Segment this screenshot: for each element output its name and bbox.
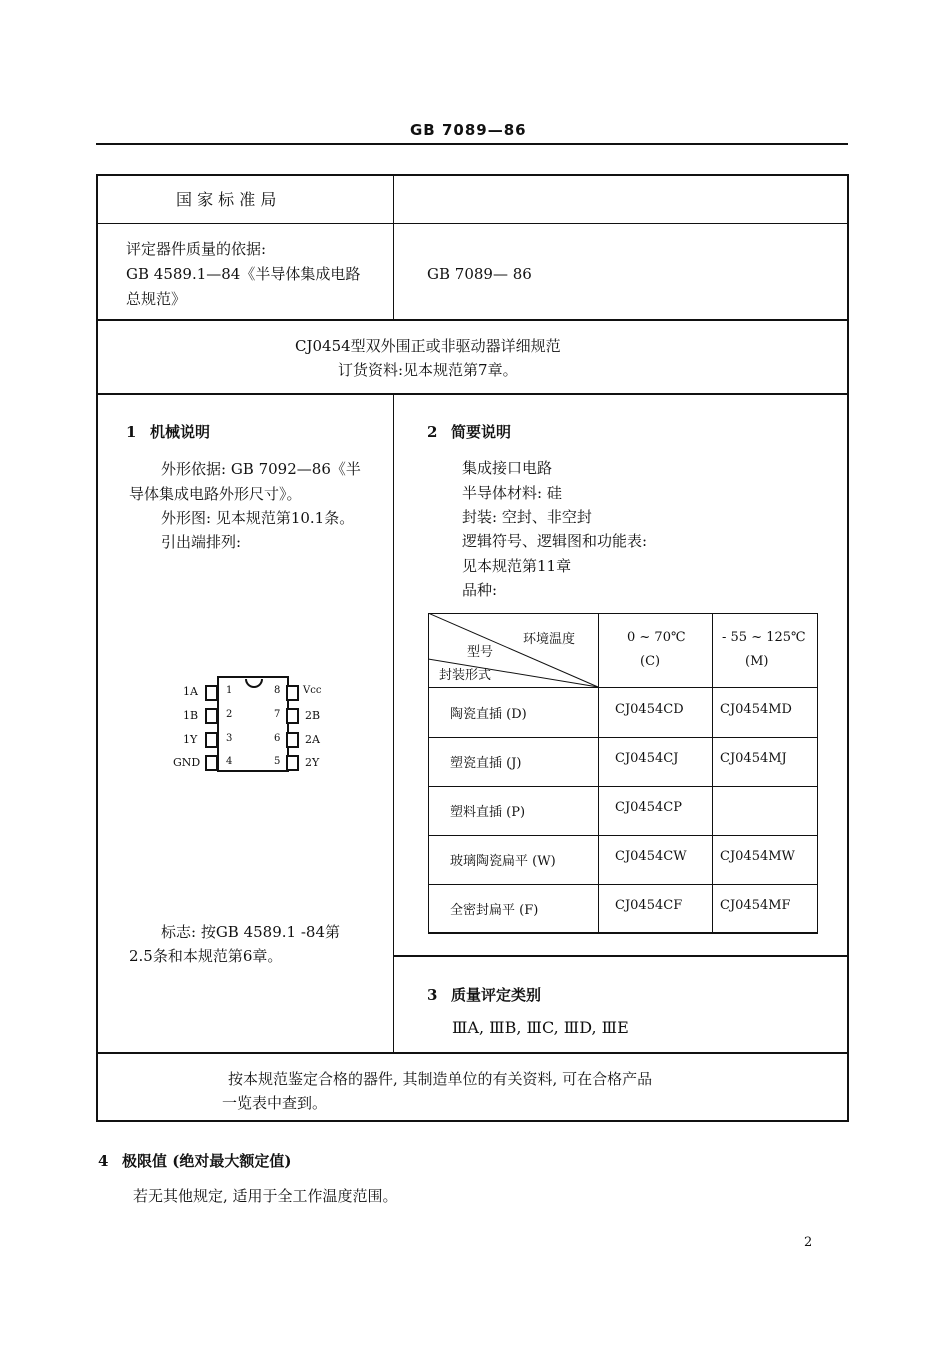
sec1-number: 1 bbox=[126, 423, 137, 441]
variant-package: 陶瓷直插 (D) bbox=[450, 707, 527, 722]
pin-label-1A: 1A bbox=[183, 685, 198, 698]
marking-line: 2.5条和本规范第6章。 bbox=[129, 947, 283, 965]
sec4-heading: 极限值 (绝对最大额定值) bbox=[122, 1152, 292, 1170]
variant-c-model: CJ0454CP bbox=[615, 800, 682, 815]
sec2-line: 封装: 空封、非空封 bbox=[462, 508, 592, 526]
variant-package: 塑瓷直插 (J) bbox=[450, 756, 522, 771]
pin-pad-7 bbox=[286, 708, 299, 724]
pin-label-2B: 2B bbox=[305, 709, 321, 722]
pin-label-Vcc: Vcc bbox=[303, 685, 322, 696]
pin-number-8: 8 bbox=[274, 685, 281, 696]
rule-sec3 bbox=[394, 955, 849, 957]
variant-m-model: CJ0454MJ bbox=[720, 751, 787, 766]
pin-pad-1 bbox=[205, 685, 218, 701]
quality-basis-standard: GB 4589.1—84《半导体集成电路 bbox=[126, 265, 361, 283]
variants-col-divider bbox=[712, 613, 713, 933]
rule-note bbox=[96, 1052, 849, 1054]
pin-pad-8 bbox=[286, 685, 299, 701]
variant-m-model: CJ0454MW bbox=[720, 849, 795, 864]
standard-number: GB 7089— 86 bbox=[427, 265, 532, 283]
pin-number-2: 2 bbox=[226, 709, 233, 720]
variants-row-rule bbox=[428, 835, 818, 836]
ordering-info: 订货资料:见本规范第7章。 bbox=[338, 361, 518, 379]
variant-package: 全密封扁平 (F) bbox=[450, 903, 539, 918]
quality-basis-title: 总规范》 bbox=[126, 290, 187, 308]
variants-table-bottom bbox=[428, 932, 818, 934]
sec3-heading: 质量评定类别 bbox=[451, 986, 542, 1004]
pin-pad-3 bbox=[205, 732, 218, 748]
pin-label-GND: GND bbox=[173, 756, 201, 769]
note-line: 按本规范鉴定合格的器件, 其制造单位的有关资料, 可在合格产品 bbox=[228, 1070, 653, 1088]
variant-package: 玻璃陶瓷扁平 (W) bbox=[450, 854, 556, 869]
quality-categories: ⅢA, ⅢB, ⅢC, ⅢD, ⅢE bbox=[452, 1018, 629, 1037]
pin-label-2Y: 2Y bbox=[305, 756, 320, 769]
variant-c-model: CJ0454CJ bbox=[615, 751, 679, 766]
rule-authority bbox=[96, 223, 849, 224]
sec1-line: 外形依据: GB 7092—86《半 bbox=[161, 460, 361, 478]
sec1-line: 外形图: 见本规范第10.1条。 bbox=[161, 509, 355, 527]
pin-pad-6 bbox=[286, 732, 299, 748]
divider-main bbox=[393, 394, 394, 1053]
sec4-text: 若无其他规定, 适用于全工作温度范围。 bbox=[133, 1187, 398, 1205]
header-model: 型号 bbox=[467, 645, 494, 660]
spec-title: CJ0454型双外围正或非驱动器详细规范 bbox=[295, 337, 561, 355]
sec2-heading: 简要说明 bbox=[451, 423, 512, 441]
pin-number-4: 4 bbox=[226, 756, 233, 767]
variant-c-model: CJ0454CF bbox=[615, 898, 683, 913]
col-commercial-range: 0 ~ 70℃ bbox=[627, 630, 686, 645]
page-number: 2 bbox=[804, 1235, 813, 1250]
pin-number-3: 3 bbox=[226, 733, 233, 744]
variant-c-model: CJ0454CW bbox=[615, 849, 687, 864]
rule-basis bbox=[96, 319, 849, 321]
header-rule bbox=[96, 143, 848, 145]
issuing-authority: 国 家 标 准 局 bbox=[176, 190, 277, 209]
sec1-heading: 机械说明 bbox=[150, 423, 211, 441]
divider-top bbox=[393, 174, 394, 320]
marking-line: 标志: 按GB 4589.1 -84第 bbox=[161, 923, 341, 941]
variants-row-rule bbox=[428, 737, 818, 738]
sec2-number: 2 bbox=[427, 423, 438, 441]
variant-m-model: CJ0454MF bbox=[720, 898, 791, 913]
col-military-range: - 55 ~ 125℃ bbox=[722, 630, 806, 645]
sec2-line: 见本规范第11章 bbox=[462, 557, 572, 575]
sec3-number: 3 bbox=[427, 986, 438, 1004]
pin-label-1B: 1B bbox=[183, 709, 199, 722]
pin-number-6: 6 bbox=[274, 733, 281, 744]
pin-number-5: 5 bbox=[274, 756, 281, 767]
pin-pad-2 bbox=[205, 708, 218, 724]
pin-number-7: 7 bbox=[274, 709, 281, 720]
variants-row-rule bbox=[428, 884, 818, 885]
document-code: GB 7089—86 bbox=[410, 121, 527, 139]
variant-package: 塑料直插 (P) bbox=[450, 805, 526, 820]
sec2-line: 集成接口电路 bbox=[462, 459, 553, 477]
pin-label-1Y: 1Y bbox=[183, 733, 198, 746]
pin-label-2A: 2A bbox=[305, 733, 320, 746]
col-commercial-code: (C) bbox=[640, 654, 661, 669]
sec2-line: 半导体材料: 硅 bbox=[462, 484, 562, 502]
quality-basis-label: 评定器件质量的依据: bbox=[126, 240, 267, 258]
sec1-line: 导体集成电路外形尺寸》。 bbox=[129, 485, 302, 503]
variant-m-model: CJ0454MD bbox=[720, 702, 792, 717]
sec1-line: 引出端排列: bbox=[161, 533, 242, 551]
pin-pad-5 bbox=[286, 755, 299, 771]
sec2-line: 品种: bbox=[462, 581, 498, 599]
col-military-code: (M) bbox=[745, 654, 769, 669]
rule-title bbox=[96, 393, 849, 395]
variant-c-model: CJ0454CD bbox=[615, 702, 684, 717]
sec4-number: 4 bbox=[98, 1152, 109, 1170]
header-package: 封装形式 bbox=[439, 668, 492, 683]
header-temperature: 环境温度 bbox=[523, 632, 576, 647]
pin-number-1: 1 bbox=[226, 685, 233, 696]
note-line: 一览表中查到。 bbox=[222, 1094, 328, 1112]
pin-pad-4 bbox=[205, 755, 218, 771]
sec2-line: 逻辑符号、逻辑图和功能表: bbox=[462, 532, 648, 550]
variants-row-rule bbox=[428, 786, 818, 787]
